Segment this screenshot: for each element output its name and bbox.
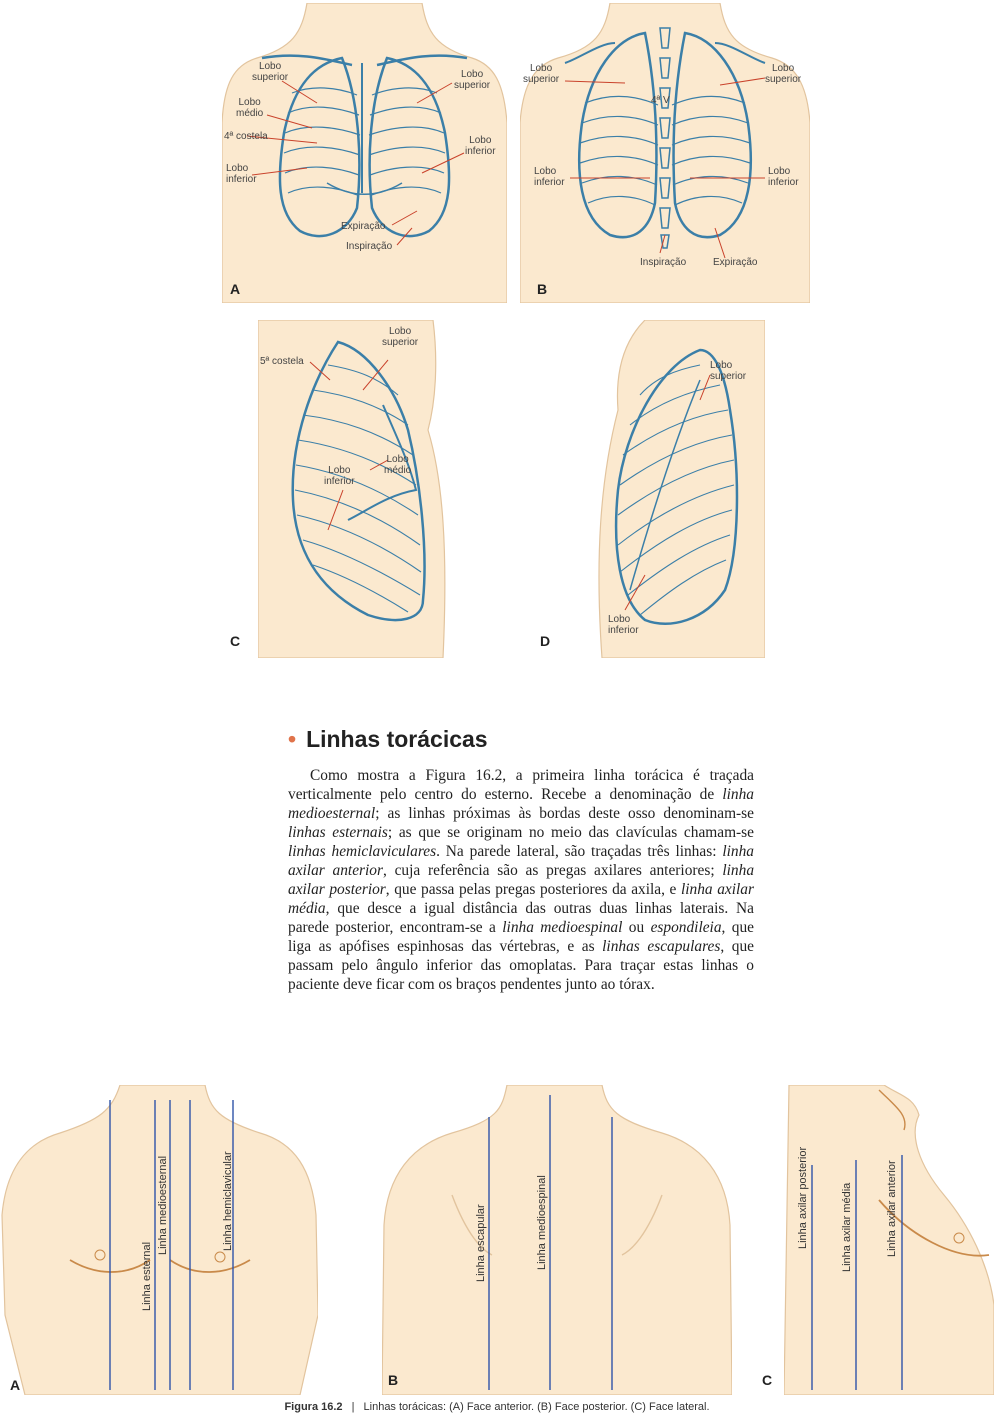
label-5a-costela: 5ª costela — [260, 356, 304, 367]
lung-panel-b — [520, 3, 810, 303]
panel-letter-b-bottom: B — [388, 1372, 399, 1388]
panel-letter-c-top: C — [230, 633, 241, 649]
panel-letter-a-bottom: A — [10, 1377, 21, 1393]
caption-separator: | — [351, 1401, 355, 1413]
panel-letter-d-top: D — [540, 633, 551, 649]
panel-letter-b-top: B — [537, 281, 548, 297]
label-linha-axilar-media: Linha axilar média — [841, 1182, 853, 1272]
lines-panel-b — [382, 1085, 732, 1395]
label-lobo-inferior-right: Lobo inferior — [768, 166, 799, 188]
label-lobo-superior: Lobo superior — [382, 326, 419, 348]
label-lobo-medio: Lobo médio — [236, 97, 264, 119]
label-4a-vertebra: 4ª V — [651, 95, 670, 106]
label-lobo-superior: Lobo superior — [710, 360, 747, 382]
label-lobo-superior-left: Lobo superior — [252, 61, 289, 83]
label-lobo-inferior-left: Lobo inferior — [534, 166, 565, 188]
label-linha-medioespinal: Linha medioespinal — [536, 1175, 548, 1270]
section-bullet: • — [288, 726, 297, 752]
figure-caption — [0, 1401, 994, 1413]
label-linha-axilar-posterior: Linha axilar posterior — [797, 1146, 809, 1249]
lung-panel-c — [258, 320, 458, 658]
caption-text: Linhas torácicas: (A) Face anterior. (B) Face posterior. (C) Face lateral. — [363, 1401, 710, 1413]
section-title: • Linhas torácicas — [288, 726, 488, 752]
label-linha-medioesternal: Linha medioesternal — [157, 1155, 169, 1255]
lung-panel-a — [222, 3, 507, 303]
label-inspiracao: Inspiração — [640, 257, 687, 268]
label-expiracao: Expiração — [713, 257, 758, 268]
label-inspiracao: Inspiração — [346, 241, 393, 252]
label-linha-escapular: Linha escapular — [475, 1204, 487, 1282]
posterior-torso-drawing — [382, 1085, 732, 1395]
lung-panel-d — [590, 320, 765, 658]
lines-panel-c — [784, 1085, 994, 1395]
label-lobo-inferior-left: Lobo inferior — [226, 163, 257, 185]
label-lobo-superior-left: Lobo superior — [523, 63, 560, 85]
label-expiracao: Expiração — [341, 221, 386, 232]
label-lobo-superior-right: Lobo superior — [765, 63, 802, 85]
label-lobo-superior-right: Lobo superior — [454, 69, 491, 91]
section-paragraph: Como mostra a Figura 16.2, a primeira linha torácica é traçada verticalmente pelo centro do esterno. Recebe a denominação de linha medioesternal; as linhas próximas às bordas deste osso denominam-se linhas esternais; as que se originam no meio das clavículas chamam-se linhas hemiclaviculares. Na parede lateral, são traçadas três linhas: linha axilar anterior, cuja referência são as pregas axilares anteriores; linha axilar posterior, que passa pelas pregas posteriores da axila, e linha axilar média, que desce a igual distância das outras duas linhas laterais. Na parede posterior, encontram-se a linha medioespinal ou espondileia, que liga as apófises espinhosas das vértebras, e as linhas escapulares, que passam pelo ângulo inferior das omoplatas. Para traçar estas linhas o paciente deve ficar com os braços pendentes junto ao tórax. — [288, 767, 755, 993]
label-lobo-inferior-right: Lobo inferior — [465, 135, 496, 157]
lines-panel-a — [0, 1085, 318, 1395]
label-lobo-inferior: Lobo inferior — [608, 614, 639, 636]
label-linha-esternal: Linha esternal — [141, 1241, 153, 1311]
right-lateral-drawing — [258, 320, 458, 658]
label-linha-hemiclavicular: Linha hemiclavicular — [222, 1151, 234, 1251]
label-lobo-medio: Lobo médio — [384, 454, 412, 476]
label-4a-costela: 4ª costela — [224, 131, 268, 142]
label-linha-axilar-anterior: Linha axilar anterior — [886, 1160, 898, 1257]
panel-letter-c-bottom: C — [762, 1372, 773, 1388]
panel-letter-a-top: A — [230, 281, 241, 297]
caption-label: Figura 16.2 — [284, 1401, 343, 1413]
label-lobo-inferior: Lobo inferior — [324, 465, 355, 487]
